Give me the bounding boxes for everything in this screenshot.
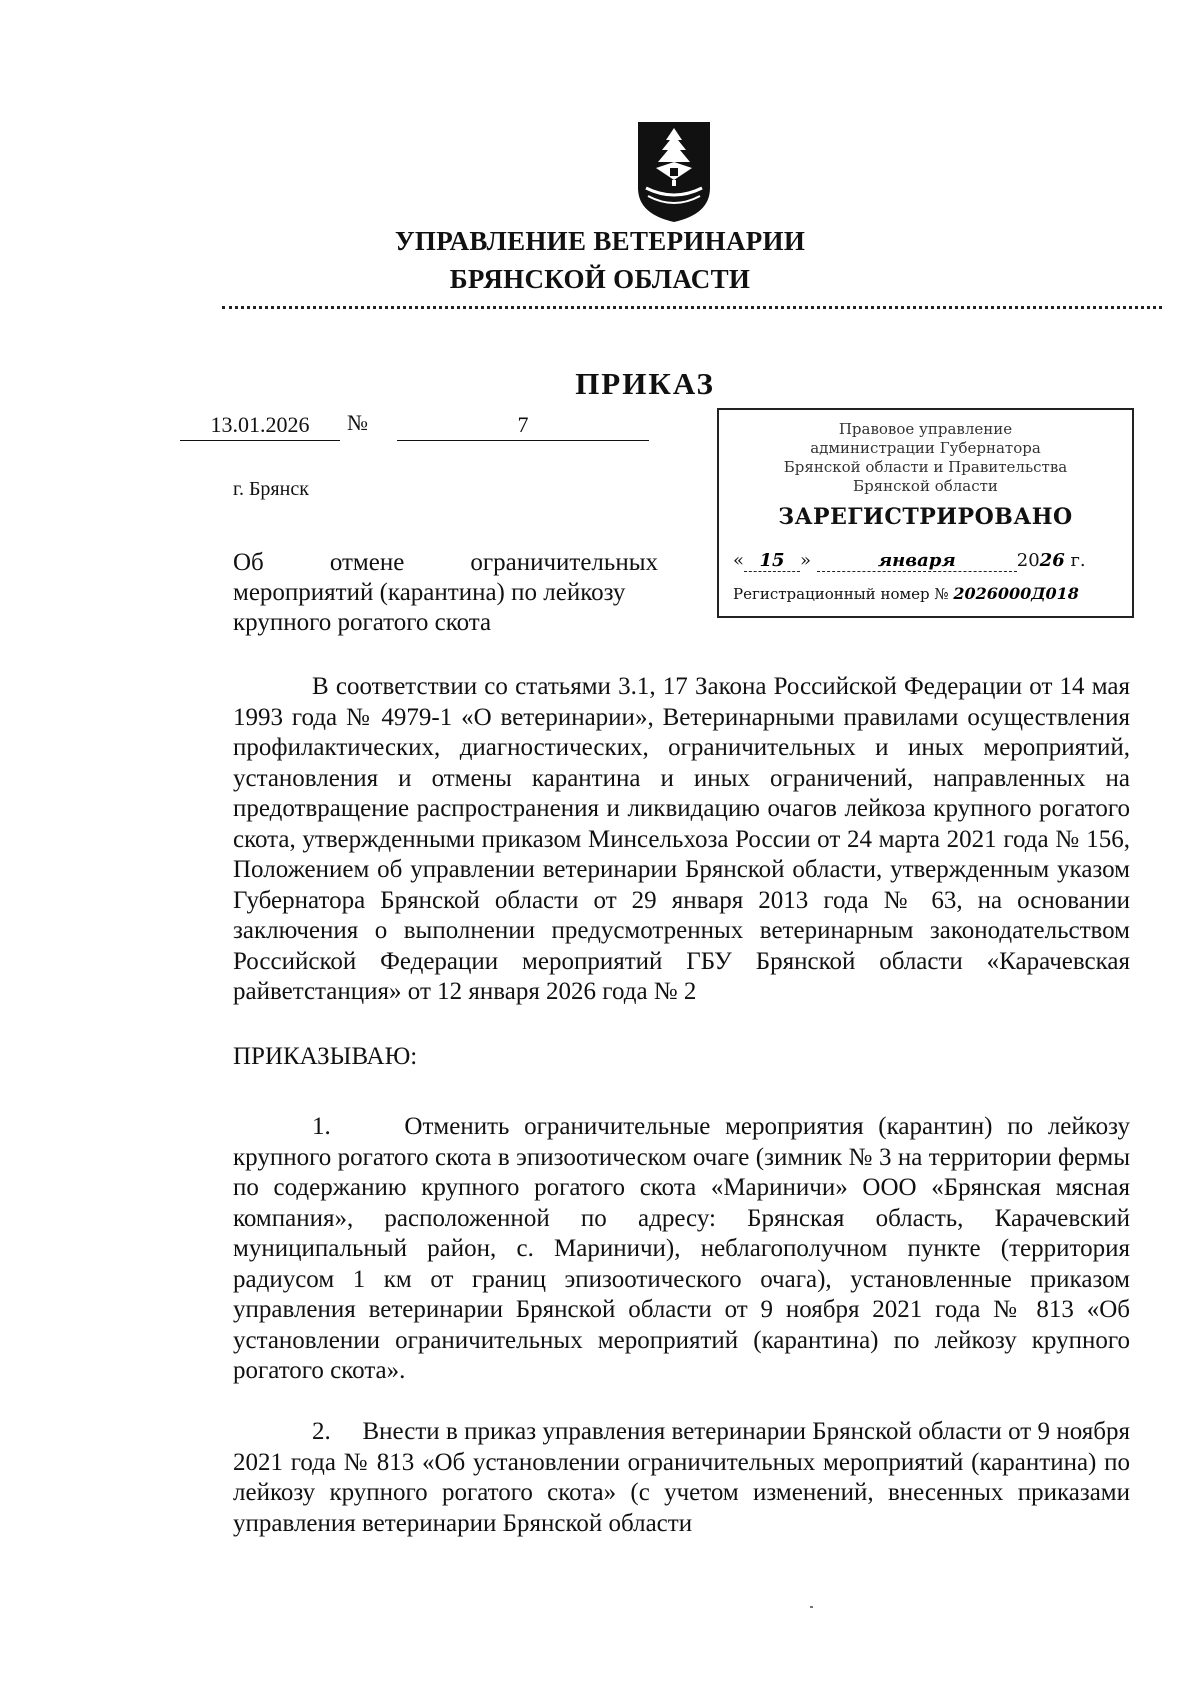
coat-of-arms-emblem bbox=[634, 118, 714, 224]
item-2 bbox=[233, 1417, 1130, 1539]
stamp-line-1: Правовое управление bbox=[838, 420, 1013, 438]
stamp-quote-close: » bbox=[800, 550, 812, 571]
order-word: ПРИКАЗЫВАЮ: bbox=[233, 1043, 418, 1070]
item-1-text: Отменить ограничительные мероприятия (карантин) по лейкозу крупного рогатого скота в эпизоотическом очаге (зимник № 3 на территории фермы по содержанию крупного рогатого скота «Мариничи» ООО «Брянская мясная компания», расположенной по адресу: Брянская область, Карачевский муниципальный район, с. Мариничи), неблагополучном пункте (территория радиусом 1 км от границ эпизоотического очага), установленные приказом управления ветеринарии Брянской области от 9 ноября 2021 года № 813 «Об установлении ограничительных мероприятий (карантина) по лейкозу крупного рогатого скота». bbox=[233, 1113, 1131, 1384]
stamp-year-suffix: 26 bbox=[1039, 550, 1065, 571]
stamp-line-4: Брянской области bbox=[853, 477, 998, 495]
order-number: 7 bbox=[397, 412, 649, 441]
item-1-number: 1. bbox=[312, 1113, 331, 1140]
stamp-quote-open: « bbox=[733, 550, 745, 571]
stamp-registered: ЗАРЕГИСТРИРОВАНО bbox=[778, 504, 1073, 530]
agency-name-line1: УПРАВЛЕНИЕ ВЕТЕРИНАРИИ bbox=[394, 226, 806, 256]
item-2-number: 2. bbox=[312, 1418, 331, 1445]
stamp-reg-label: Регистрационный номер № bbox=[733, 585, 949, 603]
stamp-reg-number: 2026000Д018 bbox=[953, 584, 1079, 603]
stamp-authority bbox=[719, 420, 1132, 496]
subject-line-3: крупного рогатого скота bbox=[233, 609, 492, 636]
header-divider bbox=[222, 306, 1162, 309]
subject-line-2: мероприятий (карантина) по лейкозу bbox=[233, 579, 626, 606]
scan-speck bbox=[810, 1606, 813, 1608]
registration-stamp bbox=[717, 408, 1134, 618]
stamp-reg-row bbox=[733, 584, 1128, 603]
stamp-date-row bbox=[733, 550, 1118, 572]
stamp-line-3: Брянской области и Правительства bbox=[783, 458, 1068, 476]
item-2-text: Внести в приказ управления ветеринарии Брянской области от 9 ноября 2021 года № 813 «Об установлении ограничительных мероприятий (карантина) по лейкозу крупного рогатого скота» (с учетом изменений, внесенных приказами управления ветеринарии Брянской области bbox=[233, 1418, 1131, 1537]
stamp-line-2: администрации Губернатора bbox=[810, 439, 1041, 457]
agency-name-line2: БРЯНСКОЙ ОБЛАСТИ bbox=[449, 264, 751, 294]
order-number-label: № bbox=[347, 410, 368, 435]
item-1 bbox=[233, 1112, 1130, 1387]
order-date: 13.01.2026 bbox=[180, 412, 340, 441]
subject-line-1: Об отмене ограничительных bbox=[233, 549, 658, 576]
document-title: ПРИКАЗ bbox=[575, 366, 715, 401]
stamp-month: января bbox=[817, 550, 1017, 572]
preamble-paragraph bbox=[233, 672, 1130, 1008]
stamp-year-unit: г. bbox=[1070, 550, 1086, 571]
stamp-day: 15 bbox=[744, 550, 800, 572]
preamble-text: В соответствии со статьями 3.1, 17 Закона Российской Федерации от 14 мая 1993 года № 4979-1 «О ветеринарии», Ветеринарными правилами осуществления профилактических, диагностических, ограничительных и иных мероприятий, установления и отмены карантина и иных ограничений, направленных на предотвращение распространения и ликвидацию очагов лейкоза крупного рогатого скота, утвержденными приказом Минсельхоза России от 24 марта 2021 года № 156, Положением об управлении ветеринарии Брянской области, утвержденным указом Губернатора Брянской области от 29 января 2013 года № 63, на основании заключения о выполнении предусмотренных ветеринарным законодательством Российской Федерации мероприятий ГБУ Брянской области «Карачевская райветстанция» от 12 января 2026 года № 2 bbox=[233, 673, 1130, 1005]
order-subject bbox=[233, 548, 658, 638]
city: г. Брянск bbox=[233, 478, 309, 500]
stamp-year-prefix: 20 bbox=[1016, 550, 1040, 571]
